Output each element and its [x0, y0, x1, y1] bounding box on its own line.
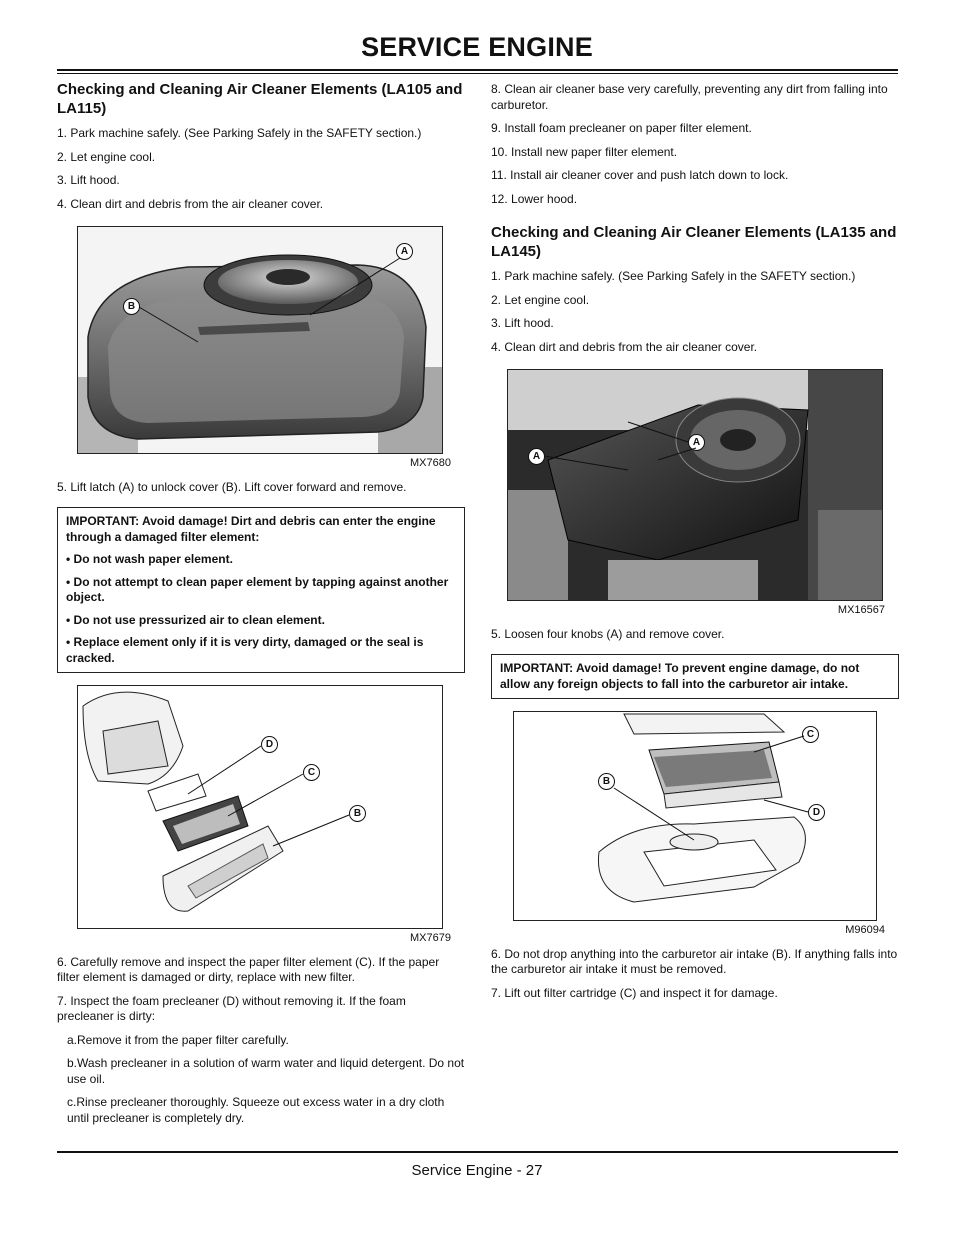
step: 10. Install new paper filter element. — [491, 144, 678, 159]
callout-leaders — [514, 712, 876, 920]
substep: b.Wash precleaner in a solution of warm water and liquid detergent. Do not use oil. — [67, 1056, 465, 1086]
substep: a.Remove it from the paper filter carefully. — [67, 1032, 289, 1047]
step: 3. Lift hood. — [491, 316, 554, 330]
callout-leaders — [78, 227, 442, 453]
step: 11. Install air cleaner cover and push latch down to lock. — [491, 168, 789, 182]
step: 4. Clean dirt and debris from the air cleaner cover. — [57, 196, 324, 211]
important-bullet: • Do not attempt to clean paper element by tapping against another object. — [66, 574, 449, 604]
important-notice — [57, 507, 465, 673]
substep: c.Rinse precleaner thoroughly. Squeeze out excess water in a dry cloth until precleaner is completely dry. — [67, 1095, 445, 1125]
step: 1. Park machine safely. (See Parking Safely in the SAFETY section.) — [57, 126, 422, 140]
figure-caption: MX16567 — [837, 604, 885, 616]
page-title: SERVICE ENGINE — [361, 32, 593, 62]
callout-b: B — [123, 298, 140, 315]
callout-b: B — [349, 805, 366, 822]
figure-filter-cartridge — [513, 711, 877, 921]
figure-caption: M96094 — [845, 924, 885, 936]
callout-leaders — [78, 686, 442, 928]
callout-c: C — [802, 726, 819, 743]
step: 7. Lift out filter cartridge (C) and inspect it for damage. — [491, 985, 778, 1000]
step: 6. Carefully remove and inspect the paper filter element (C). If the paper filter element is damaged or dirty, replace with new filter. — [57, 954, 440, 984]
section-heading-la105: Checking and Cleaning Air Cleaner Elements (LA105 and LA115) — [57, 81, 463, 117]
important-bullet: • Replace element only if it is very dirty, damaged or the seal is cracked. — [66, 635, 424, 665]
callout-c: C — [303, 764, 320, 781]
right-column — [491, 82, 899, 1009]
callout-d: D — [808, 804, 825, 821]
section-heading-la135: Checking and Cleaning Air Cleaner Elements (LA135 and LA145) — [491, 224, 897, 260]
callout-a: A — [528, 448, 545, 465]
important-notice — [491, 654, 899, 699]
step: 12. Lower hood. — [491, 191, 578, 206]
step: 3. Lift hood. — [57, 173, 120, 187]
step: 9. Install foam precleaner on paper filter element. — [491, 121, 752, 135]
callout-leaders — [508, 370, 882, 600]
figure-engine-cover — [507, 369, 883, 601]
step: 4. Clean dirt and debris from the air cleaner cover. — [491, 339, 758, 354]
step: 5. Loosen four knobs (A) and remove cover. — [491, 626, 725, 641]
figure-caption: MX7679 — [410, 932, 451, 944]
step: 7. Inspect the foam precleaner (D) without removing it. If the foam precleaner is dirty: — [57, 993, 406, 1023]
left-column — [57, 80, 465, 1134]
step: 6. Do not drop anything into the carburetor air intake (B). If anything falls into the carburetor air intake it must be removed. — [491, 946, 898, 976]
callout-d: D — [261, 736, 278, 753]
important-text: IMPORTANT: Avoid damage! To prevent engine damage, do not allow any foreign objects to fall into the carburetor air intake. — [500, 661, 860, 691]
callout-b: B — [598, 773, 615, 790]
figure-filter-exploded — [77, 685, 443, 929]
important-text: IMPORTANT: Avoid damage! Dirt and debris can enter the engine through a damaged filter element: — [66, 514, 436, 544]
title-rule-thin — [57, 73, 898, 74]
step: 1. Park machine safely. (See Parking Safely in the SAFETY section.) — [491, 269, 856, 283]
footer-rule — [57, 1151, 898, 1153]
figure-air-cleaner-cover — [77, 226, 443, 454]
important-bullet: • Do not wash paper element. — [66, 552, 233, 566]
callout-a: A — [688, 434, 705, 451]
callout-a: A — [396, 243, 413, 260]
step: 2. Let engine cool. — [491, 292, 590, 307]
step: 5. Lift latch (A) to unlock cover (B). Lift cover forward and remove. — [57, 479, 407, 494]
title-rule — [57, 69, 898, 71]
page-footer: Service Engine - 27 — [411, 1162, 543, 1179]
step: 8. Clean air cleaner base very carefully, preventing any dirt from falling into carburetor. — [491, 82, 888, 112]
important-bullet: • Do not use pressurized air to clean element. — [66, 612, 325, 627]
step: 2. Let engine cool. — [57, 149, 156, 164]
figure-caption: MX7680 — [410, 457, 451, 469]
